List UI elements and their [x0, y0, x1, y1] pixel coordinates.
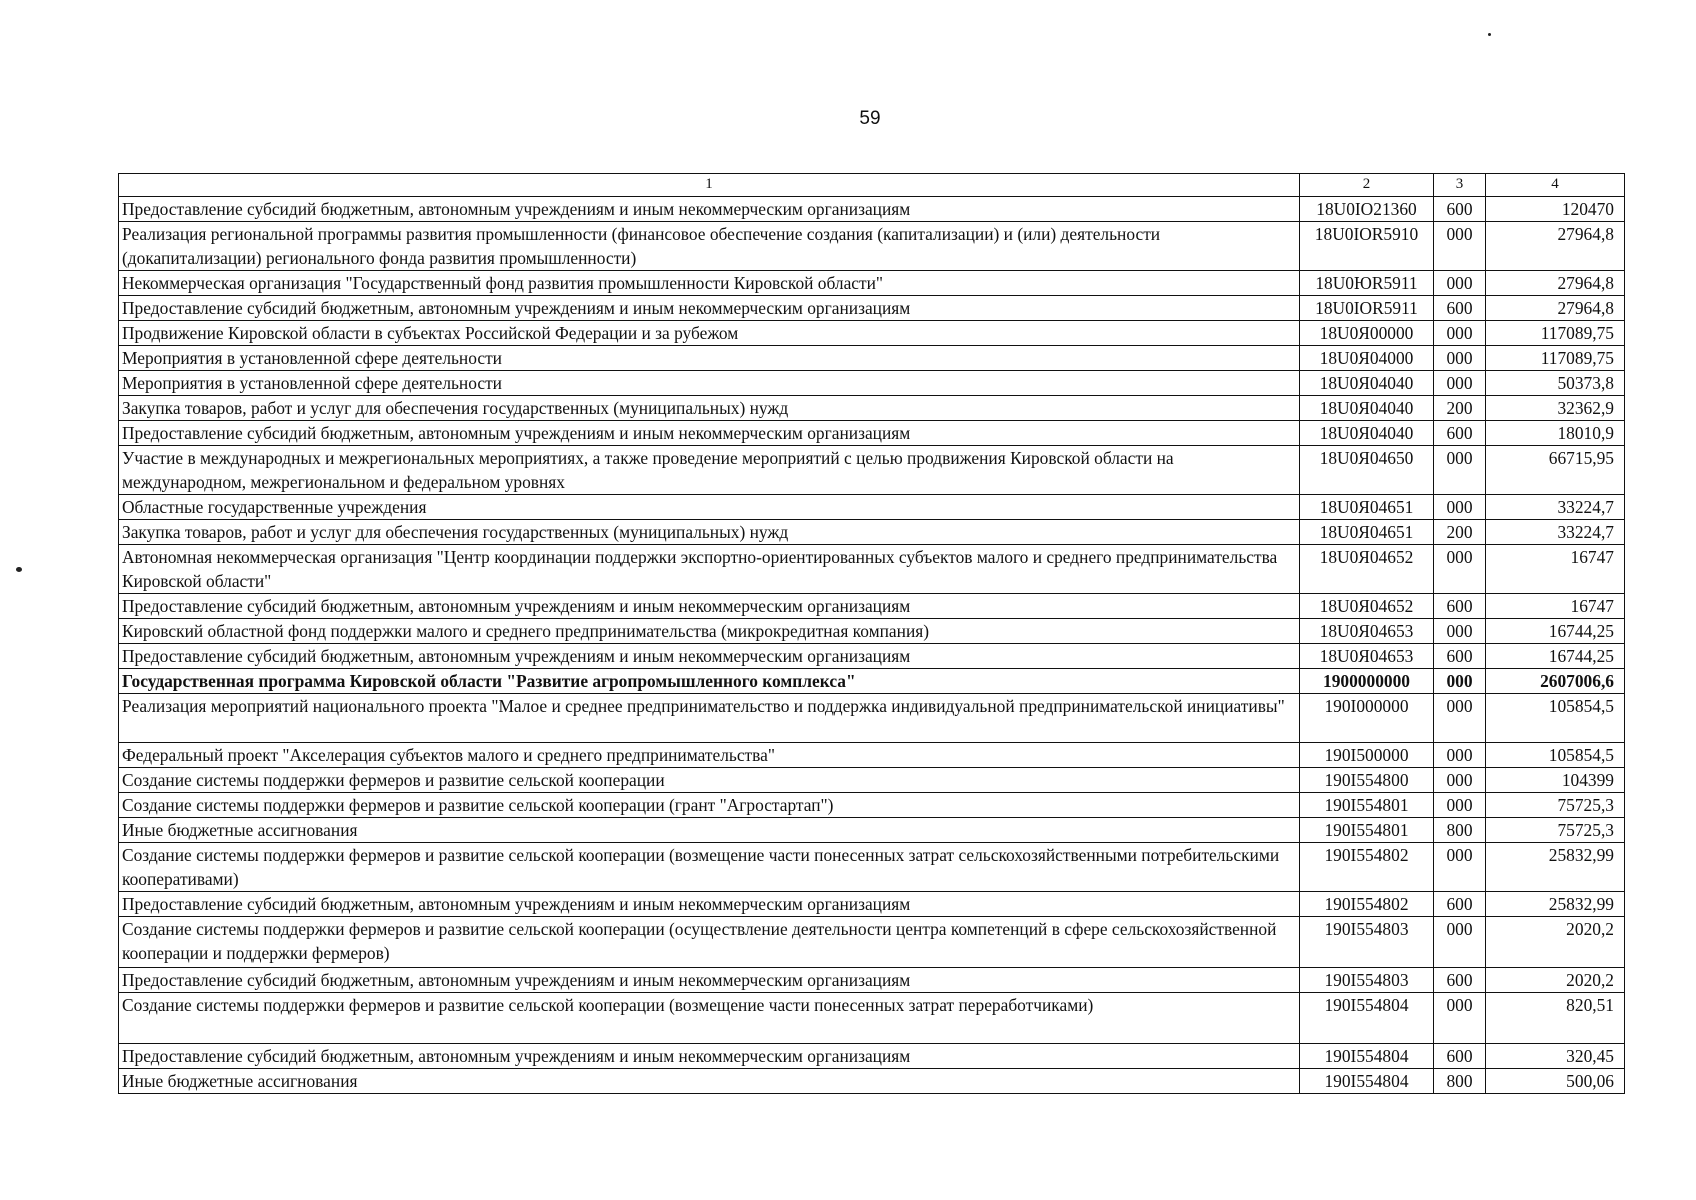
row-code: 18U0Я04652	[1300, 594, 1434, 619]
table-row	[119, 793, 1625, 818]
row-name: Предоставление субсидий бюджетным, автономным учреждениям и иным некоммерческим организациям	[119, 421, 1300, 446]
table-row	[119, 968, 1625, 993]
row-amount: 500,06	[1486, 1069, 1625, 1094]
table-row	[119, 818, 1625, 843]
row-code: 190I000000	[1300, 694, 1434, 743]
header-col-code: 2	[1300, 174, 1434, 197]
table-row	[119, 644, 1625, 669]
row-name: Предоставление субсидий бюджетным, автономным учреждениям и иным некоммерческим организациям	[119, 1044, 1300, 1069]
row-amount: 75725,3	[1486, 793, 1625, 818]
row-name: Закупка товаров, работ и услуг для обеспечения государственных (муниципальных) нужд	[119, 396, 1300, 421]
row-amount: 16747	[1486, 545, 1625, 594]
table-header-row	[119, 174, 1625, 197]
row-amount: 2607006,6	[1486, 669, 1625, 694]
table-row	[119, 296, 1625, 321]
table-body	[119, 197, 1625, 1094]
row-amount: 25832,99	[1486, 843, 1625, 892]
table-row	[119, 1069, 1625, 1094]
row-code: 190I554803	[1300, 917, 1434, 968]
row-name: Предоставление субсидий бюджетным, автономным учреждениям и иным некоммерческим организациям	[119, 644, 1300, 669]
row-name: Продвижение Кировской области в субъектах Российской Федерации и за рубежом	[119, 321, 1300, 346]
table-row	[119, 594, 1625, 619]
row-amount: 32362,9	[1486, 396, 1625, 421]
row-expense-type: 600	[1434, 892, 1486, 917]
row-name: Предоставление субсидий бюджетным, автономным учреждениям и иным некоммерческим организациям	[119, 968, 1300, 993]
table-row	[119, 446, 1625, 495]
row-expense-type: 000	[1434, 321, 1486, 346]
row-name: Кировский областной фонд поддержки малого и среднего предпринимательства (микрокредитная компания)	[119, 619, 1300, 644]
row-name: Иные бюджетные ассигнования	[119, 818, 1300, 843]
table-row	[119, 743, 1625, 768]
row-expense-type: 000	[1434, 446, 1486, 495]
row-name: Реализация региональной программы развития промышленности (финансовое обеспечение создания (капитализации) и (или) деятельности (докапитализации) регионального фонда развития промышленности)	[119, 222, 1300, 271]
row-amount: 105854,5	[1486, 694, 1625, 743]
row-code: 190I554802	[1300, 892, 1434, 917]
row-amount: 33224,7	[1486, 495, 1625, 520]
row-name: Предоставление субсидий бюджетным, автономным учреждениям и иным некоммерческим организациям	[119, 296, 1300, 321]
row-name: Создание системы поддержки фермеров и развитие сельской кооперации (возмещение части понесенных затрат сельскохозяйственными потребительскими кооперативами)	[119, 843, 1300, 892]
row-amount: 25832,99	[1486, 892, 1625, 917]
row-name: Создание системы поддержки фермеров и развитие сельской кооперации	[119, 768, 1300, 793]
row-amount: 117089,75	[1486, 321, 1625, 346]
row-expense-type: 000	[1434, 993, 1486, 1044]
row-amount: 27964,8	[1486, 222, 1625, 271]
row-name: Создание системы поддержки фермеров и развитие сельской кооперации (возмещение части понесенных затрат переработчиками)	[119, 993, 1300, 1044]
row-code: 190I554800	[1300, 768, 1434, 793]
table-row	[119, 1044, 1625, 1069]
table-row	[119, 321, 1625, 346]
row-amount: 820,51	[1486, 993, 1625, 1044]
table-row	[119, 271, 1625, 296]
row-expense-type: 000	[1434, 271, 1486, 296]
table-row	[119, 495, 1625, 520]
row-name: Создание системы поддержки фермеров и развитие сельской кооперации (осуществление деятельности центра компетенций в сфере сельскохозяйственной кооперации и поддержки фермеров)	[119, 917, 1300, 968]
row-code: 190I554804	[1300, 1044, 1434, 1069]
row-expense-type: 000	[1434, 694, 1486, 743]
row-amount: 16744,25	[1486, 644, 1625, 669]
row-code: 190I554801	[1300, 818, 1434, 843]
row-code: 18U0Я00000	[1300, 321, 1434, 346]
row-code: 190I554802	[1300, 843, 1434, 892]
row-code: 18U0Я04651	[1300, 520, 1434, 545]
row-amount: 27964,8	[1486, 271, 1625, 296]
row-amount: 33224,7	[1486, 520, 1625, 545]
table-row	[119, 694, 1625, 743]
table-row	[119, 843, 1625, 892]
row-code: 18U0Я04653	[1300, 644, 1434, 669]
table-row	[119, 520, 1625, 545]
row-amount: 27964,8	[1486, 296, 1625, 321]
row-expense-type: 000	[1434, 371, 1486, 396]
row-name: Предоставление субсидий бюджетным, автономным учреждениям и иным некоммерческим организациям	[119, 594, 1300, 619]
row-name: Государственная программа Кировской области "Развитие агропромышленного комплекса"	[119, 669, 1300, 694]
row-code: 190I554804	[1300, 1069, 1434, 1094]
row-expense-type: 800	[1434, 818, 1486, 843]
budget-table	[118, 173, 1625, 1094]
row-amount: 2020,2	[1486, 968, 1625, 993]
table-row	[119, 993, 1625, 1044]
row-expense-type: 600	[1434, 594, 1486, 619]
row-name: Закупка товаров, работ и услуг для обеспечения государственных (муниципальных) нужд	[119, 520, 1300, 545]
header-col-name: 1	[119, 174, 1300, 197]
row-name: Предоставление субсидий бюджетным, автономным учреждениям и иным некоммерческим организациям	[119, 892, 1300, 917]
row-name: Участие в международных и межрегиональных мероприятиях, а также проведение мероприятий с целью продвижения Кировской области на международном, межрегиональном и федеральном уровнях	[119, 446, 1300, 495]
scan-speck	[1488, 33, 1491, 36]
table-row	[119, 545, 1625, 594]
row-amount: 66715,95	[1486, 446, 1625, 495]
row-code: 18U0Я04040	[1300, 371, 1434, 396]
table-row	[119, 421, 1625, 446]
row-expense-type: 000	[1434, 495, 1486, 520]
row-expense-type: 000	[1434, 768, 1486, 793]
row-expense-type: 000	[1434, 619, 1486, 644]
row-code: 190I500000	[1300, 743, 1434, 768]
row-name: Автономная некоммерческая организация "Центр координации поддержки экспортно-ориентированных субъектов малого и среднего предпринимательства Кировской области"	[119, 545, 1300, 594]
row-name: Федеральный проект "Акселерация субъектов малого и среднего предпринимательства"	[119, 743, 1300, 768]
row-code: 18U0Я04651	[1300, 495, 1434, 520]
row-amount: 117089,75	[1486, 346, 1625, 371]
header-col-vr: 3	[1434, 174, 1486, 197]
row-expense-type: 000	[1434, 545, 1486, 594]
row-amount: 120470	[1486, 197, 1625, 222]
row-amount: 18010,9	[1486, 421, 1625, 446]
header-col-sum: 4	[1486, 174, 1625, 197]
row-name: Некоммерческая организация "Государственный фонд развития промышленности Кировской области"	[119, 271, 1300, 296]
row-code: 18U0Я04040	[1300, 421, 1434, 446]
row-expense-type: 200	[1434, 396, 1486, 421]
row-expense-type: 000	[1434, 793, 1486, 818]
row-code: 18U0Я04040	[1300, 396, 1434, 421]
row-name: Мероприятия в установленной сфере деятельности	[119, 346, 1300, 371]
row-code: 190I554804	[1300, 993, 1434, 1044]
row-amount: 104399	[1486, 768, 1625, 793]
row-code: 1900000000	[1300, 669, 1434, 694]
row-code: 18U0IO21360	[1300, 197, 1434, 222]
row-name: Областные государственные учреждения	[119, 495, 1300, 520]
row-expense-type: 000	[1434, 743, 1486, 768]
scan-speck	[16, 567, 22, 572]
row-name: Создание системы поддержки фермеров и развитие сельской кооперации (грант "Агростартап")	[119, 793, 1300, 818]
row-code: 18U0ЮR5911	[1300, 271, 1434, 296]
row-code: 18U0Я04652	[1300, 545, 1434, 594]
row-amount: 50373,8	[1486, 371, 1625, 396]
row-name: Предоставление субсидий бюджетным, автономным учреждениям и иным некоммерческим организациям	[119, 197, 1300, 222]
row-name: Иные бюджетные ассигнования	[119, 1069, 1300, 1094]
row-expense-type: 600	[1434, 296, 1486, 321]
row-amount: 105854,5	[1486, 743, 1625, 768]
row-amount: 16744,25	[1486, 619, 1625, 644]
row-code: 18U0IOR5911	[1300, 296, 1434, 321]
row-code: 18U0IOR5910	[1300, 222, 1434, 271]
row-code: 18U0Я04653	[1300, 619, 1434, 644]
table-row	[119, 396, 1625, 421]
table-row	[119, 892, 1625, 917]
row-expense-type: 000	[1434, 222, 1486, 271]
row-expense-type: 600	[1434, 968, 1486, 993]
row-expense-type: 600	[1434, 421, 1486, 446]
table-row	[119, 768, 1625, 793]
row-expense-type: 600	[1434, 197, 1486, 222]
row-code: 190I554803	[1300, 968, 1434, 993]
row-expense-type: 800	[1434, 1069, 1486, 1094]
table-row	[119, 346, 1625, 371]
table-row	[119, 917, 1625, 968]
row-name: Реализация мероприятий национального проекта "Малое и среднее предпринимательство и поддержка индивидуальной предпринимательской инициативы"	[119, 694, 1300, 743]
row-expense-type: 000	[1434, 346, 1486, 371]
row-expense-type: 000	[1434, 669, 1486, 694]
row-amount: 320,45	[1486, 1044, 1625, 1069]
table-row	[119, 619, 1625, 644]
row-expense-type: 600	[1434, 1044, 1486, 1069]
table-row	[119, 669, 1625, 694]
row-expense-type: 000	[1434, 843, 1486, 892]
row-name: Мероприятия в установленной сфере деятельности	[119, 371, 1300, 396]
row-amount: 75725,3	[1486, 818, 1625, 843]
table-row	[119, 371, 1625, 396]
table-row	[119, 222, 1625, 271]
page-number: 59	[859, 108, 881, 129]
row-expense-type: 200	[1434, 520, 1486, 545]
row-code: 18U0Я04650	[1300, 446, 1434, 495]
table-row	[119, 197, 1625, 222]
row-amount: 2020,2	[1486, 917, 1625, 968]
row-code: 190I554801	[1300, 793, 1434, 818]
row-expense-type: 600	[1434, 644, 1486, 669]
row-code: 18U0Я04000	[1300, 346, 1434, 371]
row-expense-type: 000	[1434, 917, 1486, 968]
row-amount: 16747	[1486, 594, 1625, 619]
